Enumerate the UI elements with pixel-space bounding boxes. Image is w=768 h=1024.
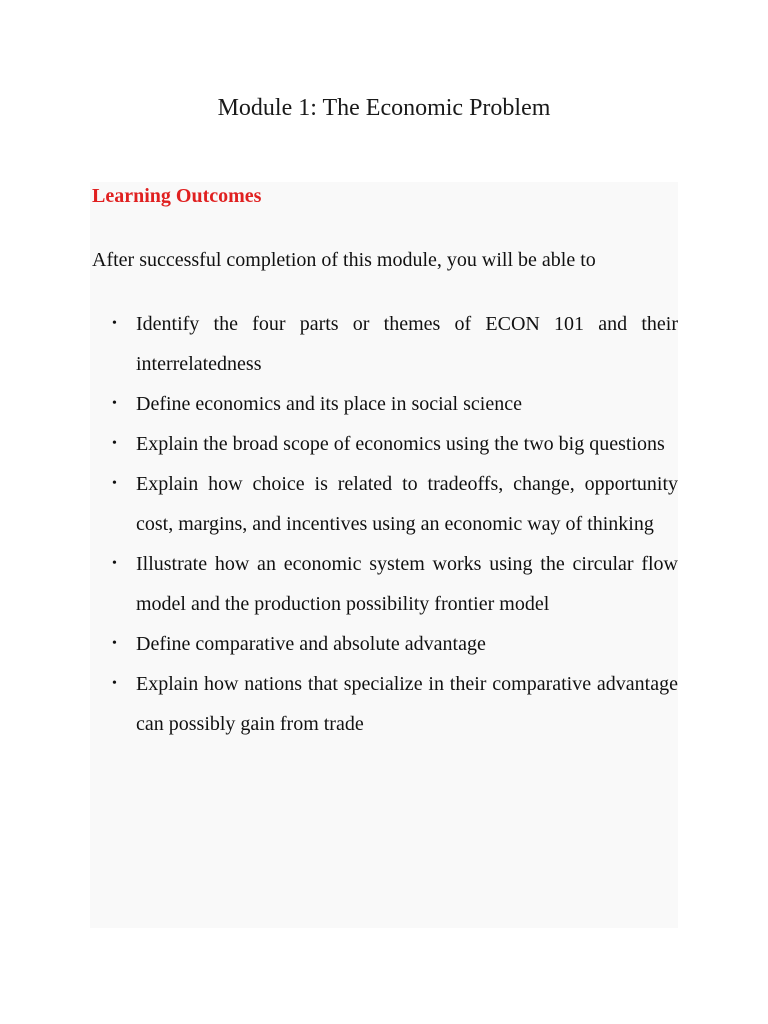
outcome-text: Illustrate how an economic system works using the circular flow model and the production possibility frontier model (136, 553, 678, 615)
learning-outcomes-list (112, 304, 678, 744)
outcome-text: Explain the broad scope of economics using the two big questions (136, 433, 665, 455)
bullet-icon: • (112, 556, 117, 571)
bullet-icon: • (112, 676, 117, 691)
outcome-text: Define comparative and absolute advantage (136, 633, 486, 655)
learning-outcomes-heading: Learning Outcomes (92, 185, 262, 207)
page-title: Module 1: The Economic Problem (217, 95, 551, 121)
outcome-text: Explain how nations that specialize in their comparative advantage can possibly gain from trade (136, 673, 678, 735)
list-item (112, 384, 678, 424)
list-item (112, 664, 678, 744)
list-item (112, 544, 678, 624)
bullet-icon: • (112, 636, 117, 651)
bullet-icon: • (112, 436, 117, 451)
bullet-icon: • (112, 476, 117, 491)
list-item (112, 304, 678, 384)
intro-text: After successful completion of this module, you will be able to (92, 249, 596, 271)
list-item (112, 464, 678, 544)
list-item (112, 624, 678, 664)
bullet-icon: • (112, 316, 117, 331)
list-item (112, 424, 678, 464)
bullet-icon: • (112, 396, 117, 411)
outcome-text: Identify the four parts or themes of ECON 101 and their interrelatedness (136, 313, 678, 375)
outcome-text: Define economics and its place in social science (136, 393, 522, 415)
outcome-text: Explain how choice is related to tradeoffs, change, opportunity cost, margins, and incentives using an economic way of thinking (136, 473, 678, 535)
